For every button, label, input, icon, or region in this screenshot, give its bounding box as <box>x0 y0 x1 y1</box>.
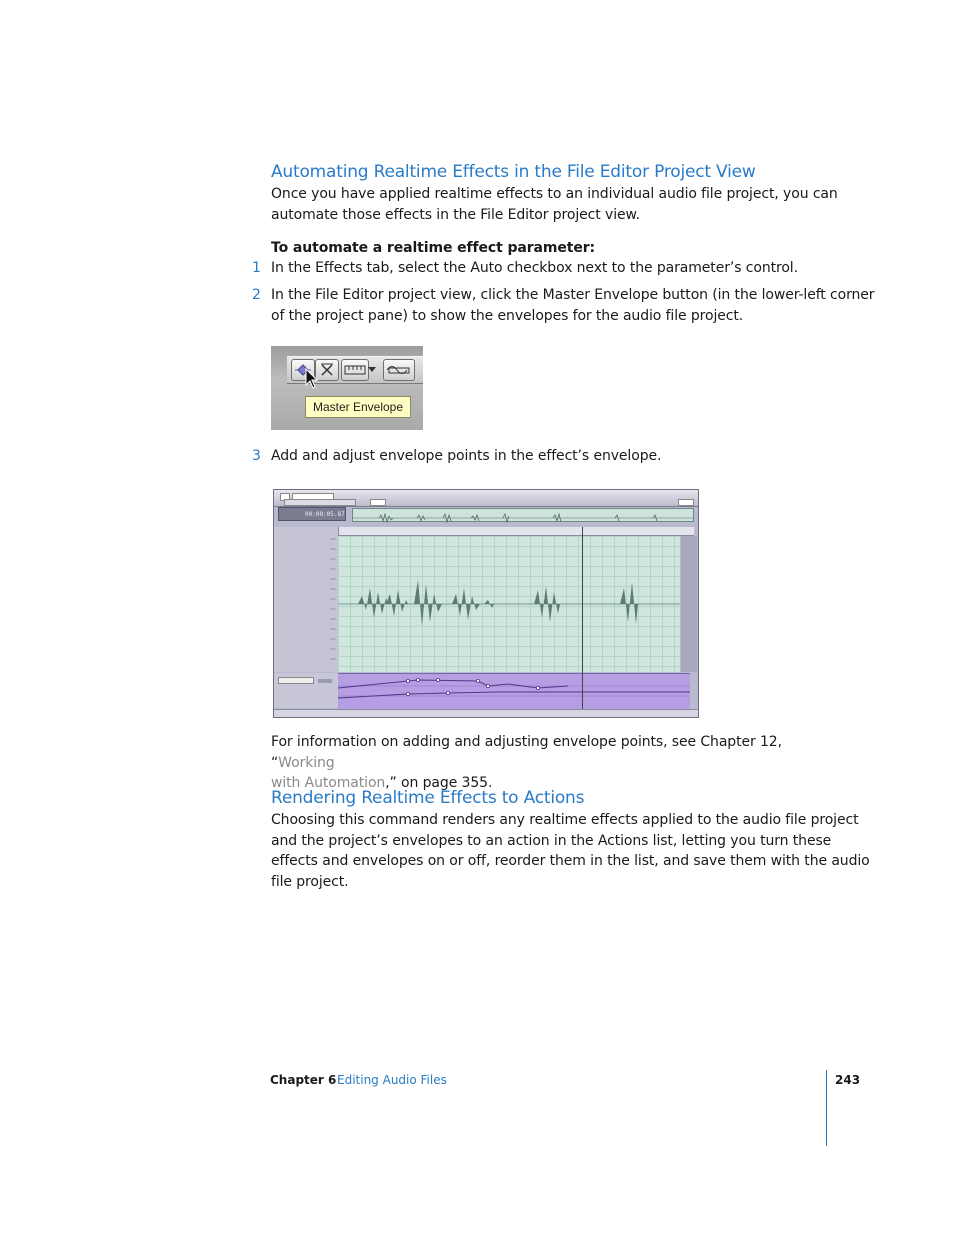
footer-chapter: Chapter 6 <box>270 1073 337 1087</box>
level-scale-ticks <box>274 527 338 672</box>
level-scale-pane <box>274 527 339 672</box>
ruler-icon <box>342 360 368 380</box>
timecode-display: 00:00:05.87 <box>278 507 346 521</box>
working-with-automation-link[interactable]: Working <box>278 754 335 771</box>
step-text: In the Effects tab, select the Auto checkbox next to the parameter’s control. <box>271 260 798 276</box>
overview-waveform[interactable] <box>352 508 694 522</box>
page-number: 243 <box>835 1073 861 1087</box>
waveform-display[interactable] <box>338 536 680 672</box>
dropdown-arrow-icon[interactable] <box>367 364 377 374</box>
paragraph-line: and the project’s envelopes to an action in the Actions list, letting you turn these <box>271 832 832 849</box>
paragraph-line: effects and envelopes on or off, reorder them in the list, and save them with the audio <box>271 853 870 869</box>
footer-chapter-title: Editing Audio Files <box>337 1073 447 1087</box>
intro-line: Once you have applied realtime effects to an individual audio file project, you can <box>271 186 838 202</box>
rendering-paragraph <box>271 810 870 892</box>
envelope-pane[interactable] <box>338 673 690 709</box>
step-text <box>271 285 874 326</box>
reference-prefix: For information on adding and adjusting envelope points, see Chapter 12, “ <box>271 734 782 771</box>
file-editor-screenshot <box>273 489 699 718</box>
overview-wave-graphic <box>353 512 693 524</box>
footer-divider <box>826 1070 827 1146</box>
waveform-button[interactable] <box>383 359 415 381</box>
section-heading-automating: Automating Realtime Effects in the File Editor Project View <box>271 162 756 182</box>
step-line: of the project pane) to show the envelopes for the audio file project. <box>271 307 744 324</box>
waveform-icon <box>384 360 414 380</box>
step-line: In the File Editor project view, click the Master Envelope button (in the lower-left corner <box>271 287 875 303</box>
intro-paragraph <box>271 184 838 225</box>
editor-toolbar <box>274 490 698 507</box>
audio-waveform-graphic <box>338 536 680 672</box>
working-with-automation-link-continued[interactable]: with Automation <box>271 775 386 791</box>
ruler-button[interactable] <box>341 359 369 381</box>
step-number: 1 <box>252 260 261 276</box>
envelope-controls <box>274 673 339 708</box>
step-number: 2 <box>252 287 261 303</box>
x-marker-icon <box>316 360 338 380</box>
reference-suffix: ,” on page 355. <box>385 775 493 791</box>
timeline-ruler[interactable] <box>338 527 694 536</box>
master-envelope-popup[interactable] <box>278 677 314 684</box>
envelope-label-stub <box>318 679 332 683</box>
intro-line: automate those effects in the File Editor project view. <box>271 206 640 223</box>
horizontal-scrollbar[interactable] <box>274 709 698 718</box>
envelope-lines-graphic <box>338 674 690 709</box>
playhead[interactable] <box>582 527 583 709</box>
step-text: Add and adjust envelope points in the effect’s envelope. <box>271 448 662 464</box>
master-envelope-tooltip: Master Envelope <box>305 396 411 418</box>
procedure-title: To automate a realtime effect parameter: <box>271 240 596 256</box>
paragraph-line: Choosing this command renders any realtime effects applied to the audio file project <box>271 812 859 828</box>
section-heading-rendering: Rendering Realtime Effects to Actions <box>271 788 585 808</box>
mouse-cursor-icon <box>305 368 319 390</box>
master-envelope-screenshot <box>271 346 423 430</box>
vertical-scrollbar[interactable] <box>681 536 697 672</box>
paragraph-line: file project. <box>271 873 349 890</box>
reference-paragraph <box>271 732 811 794</box>
step-number: 3 <box>252 448 261 464</box>
